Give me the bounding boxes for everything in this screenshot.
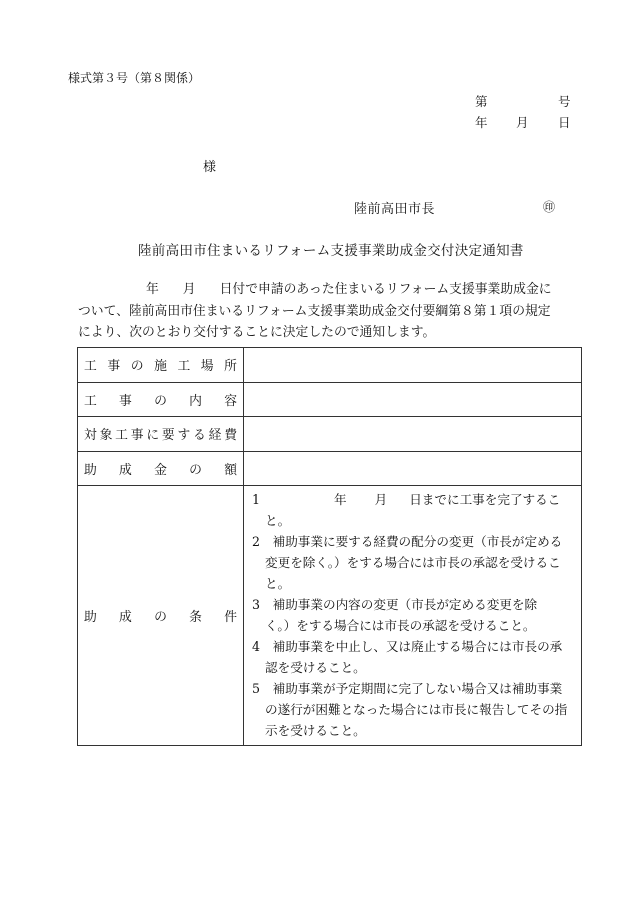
label-char: の <box>130 359 144 375</box>
label-char: 工 <box>84 393 97 409</box>
condition-5-cont: 示を受けること。 <box>265 723 366 738</box>
label-char: 事 <box>119 393 132 409</box>
label-char: 条 <box>189 610 202 625</box>
condition-1-month: 月 <box>374 492 388 507</box>
label-char: に <box>146 428 160 444</box>
label-chars <box>84 424 237 443</box>
value-target-cost[interactable] <box>244 417 582 452</box>
label-char: る <box>193 428 206 444</box>
condition-4-cont: 認を受けること。 <box>265 660 366 675</box>
value-construction-site[interactable] <box>244 348 582 383</box>
date-day-label: 日 <box>558 115 571 130</box>
issuer-name: 陸前高田市長 <box>354 202 436 217</box>
label-char: の <box>154 393 167 409</box>
body-month-label: 月 <box>182 282 196 297</box>
condition-1-number: 1 <box>252 492 261 507</box>
label-char: 施 <box>154 359 167 375</box>
label-char: 象 <box>99 428 113 444</box>
label-char: 工 <box>177 359 191 375</box>
addressee-honorific: 様 <box>203 160 217 175</box>
condition-3: 3 補助事業の内容の変更（市長が定める変更を除 <box>252 597 538 612</box>
label-char: 費 <box>224 428 237 444</box>
table-row <box>78 486 582 746</box>
condition-1-cont: と。 <box>265 513 291 528</box>
notice-body-line-1 <box>78 279 586 301</box>
grant-details-table <box>77 347 582 746</box>
label-char: 工 <box>115 428 128 444</box>
seal-mark: ㊞ <box>543 200 556 214</box>
label-char: の <box>189 462 202 478</box>
label-chars <box>84 606 237 625</box>
condition-4: 4 補助事業を中止し、又は廃止する場合には市長の承 <box>252 639 563 654</box>
condition-5-cont: の遂行が困難となった場合には市長に報告してその指 <box>265 702 568 717</box>
label-char: 件 <box>224 610 237 625</box>
date-month-label: 月 <box>516 115 529 130</box>
value-grant-amount[interactable] <box>244 451 582 486</box>
condition-5: 5 補助事業が予定期間に完了しない場合又は補助事業 <box>252 681 563 696</box>
label-char: 事 <box>130 428 144 444</box>
notice-body-line-2: ついて、陸前高田市住まいるリフォーム支援事業助成金交付要綱第８第１項の規定 <box>78 303 551 319</box>
label-char: 助 <box>84 610 97 625</box>
document-title: 陸前高田市住まいるリフォーム支援事業助成金交付決定通知書 <box>138 243 524 259</box>
condition-1-text: 日までに工事を完了するこ <box>409 492 561 507</box>
notice-body-line-3: により、次のとおり交付することに決定したので通知します。 <box>78 325 436 340</box>
label-construction-content <box>78 382 244 417</box>
value-construction-content[interactable] <box>244 382 582 417</box>
label-char: 経 <box>208 428 222 444</box>
notice-body <box>78 279 586 344</box>
label-char: 成 <box>119 610 132 625</box>
label-char: 額 <box>224 462 237 478</box>
label-char: 対 <box>84 428 97 444</box>
label-char: の <box>154 610 167 625</box>
grant-conditions-list <box>244 486 582 746</box>
label-char: 成 <box>119 462 132 478</box>
condition-2-cont: と。 <box>265 576 291 591</box>
label-chars <box>84 459 237 478</box>
body-year-label: 年 <box>146 282 159 297</box>
label-char: 場 <box>200 359 214 375</box>
label-char: 助 <box>84 462 97 478</box>
label-grant-conditions <box>78 486 244 746</box>
table-row <box>78 451 582 486</box>
condition-2-cont: 変更を除く。）をする場合には市長の承認を受けるこ <box>265 555 561 570</box>
label-construction-site <box>78 348 244 383</box>
table-row <box>78 382 582 417</box>
condition-3-cont: く。）をする場合には市長の承認を受けること。 <box>265 618 536 633</box>
label-char: 工 <box>84 359 97 375</box>
table-row <box>78 417 582 452</box>
label-char: 内 <box>189 393 202 409</box>
label-char: 要 <box>161 428 175 444</box>
number-suffix: 号 <box>558 94 571 109</box>
label-char: 容 <box>224 393 237 409</box>
body-line-1-rest: 日付で申請のあった住まいるリフォーム支援事業助成金に <box>219 282 552 297</box>
label-target-cost <box>78 417 244 452</box>
label-grant-amount <box>78 451 244 486</box>
condition-1-year: 年 <box>334 492 347 507</box>
label-char: 金 <box>154 462 167 478</box>
condition-2: 2 補助事業に要する経費の配分の変更（市長が定める <box>252 534 563 549</box>
label-char: 所 <box>224 359 237 375</box>
condition-1 <box>252 489 575 510</box>
label-chars <box>84 355 237 374</box>
label-char: す <box>177 428 191 444</box>
form-number: 様式第３号（第８関係） <box>68 71 201 85</box>
label-chars <box>84 390 237 409</box>
date-year-label: 年 <box>475 115 488 130</box>
number-prefix: 第 <box>475 94 488 109</box>
label-char: 事 <box>107 359 121 375</box>
table-row <box>78 348 582 383</box>
